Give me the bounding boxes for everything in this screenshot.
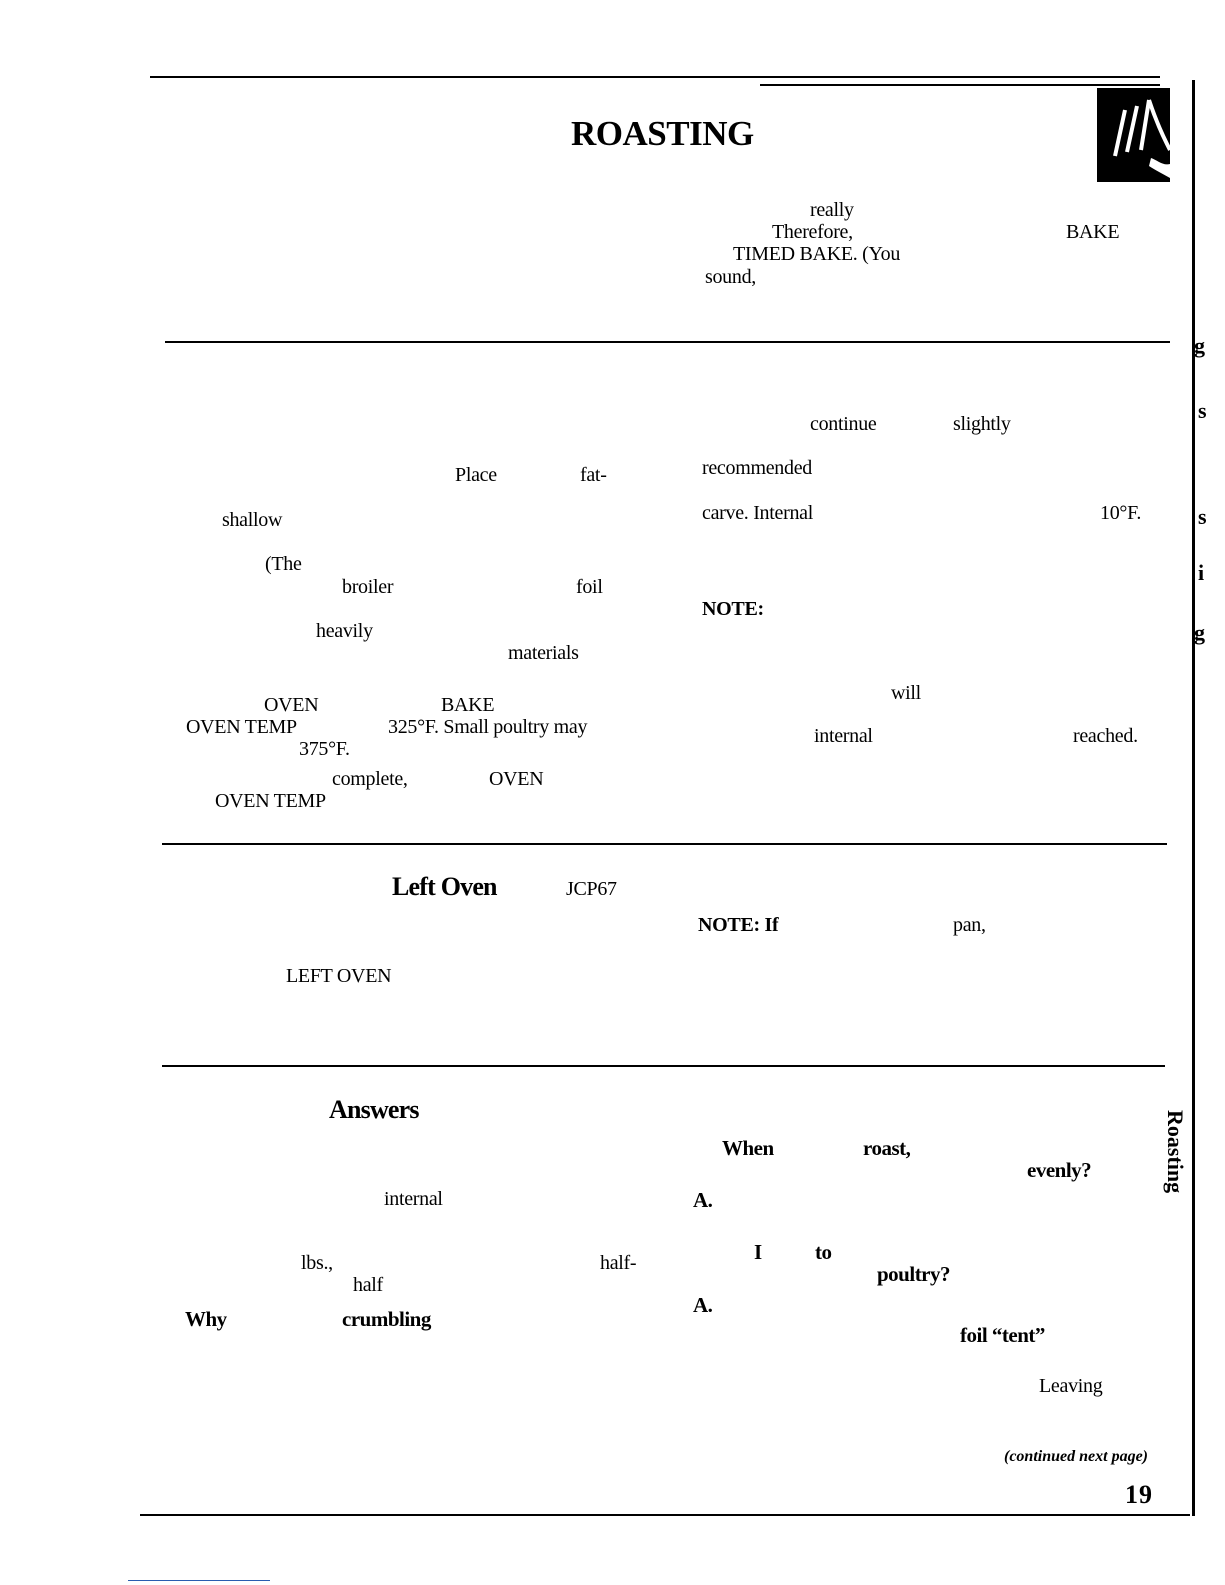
edge-mark-2: s — [1198, 398, 1207, 423]
s1-word-oven-temp-2: OVEN TEMP — [215, 790, 326, 812]
s1-word-oven-2: OVEN — [489, 768, 544, 790]
s1-word-will: will — [891, 682, 921, 704]
s1-word-recommended: recommended — [702, 457, 812, 479]
s3-q-poultry: poultry? — [877, 1262, 951, 1286]
s3-word-internal: internal — [384, 1188, 443, 1210]
s1-word-oven-temp: OVEN TEMP — [186, 716, 297, 738]
continued-next-page: (continued next page) — [1004, 1448, 1148, 1465]
s2-note-if: NOTE: If — [698, 914, 779, 936]
s1-word-reached: reached. — [1073, 725, 1138, 747]
s3-q-to: to — [815, 1240, 832, 1264]
s3-q-why: Why — [185, 1307, 227, 1331]
page-number: 19 — [1125, 1480, 1153, 1509]
s1-word-materials: materials — [508, 642, 579, 664]
s1-word-325: 325°F. Small poultry may — [388, 716, 588, 738]
s1-word-375: 375°F. — [299, 738, 350, 760]
s3-word-half: half — [353, 1274, 383, 1296]
section-divider-2 — [162, 843, 1167, 845]
s2-word-left-oven: LEFT OVEN — [286, 965, 392, 987]
s1-word-10f: 10°F. — [1100, 502, 1142, 524]
s1-word-continue: continue — [810, 413, 877, 435]
page-spine-line — [1192, 80, 1195, 1516]
s3-q-i: I — [754, 1240, 762, 1264]
edge-mark-3: s — [1198, 504, 1207, 529]
s1-word-complete: complete, — [332, 768, 408, 790]
s3-q-evenly: evenly? — [1027, 1158, 1092, 1182]
s3-answer-a1: A. — [693, 1188, 713, 1212]
top-rule — [150, 76, 1160, 78]
s3-word-lbs: lbs., — [301, 1252, 333, 1274]
s1-word-foil: foil — [576, 576, 603, 598]
top-rule-right — [760, 84, 1160, 86]
bottom-rule — [140, 1514, 1190, 1516]
intro-word-timed-bake: TIMED BAKE. (You — [733, 243, 901, 265]
bottom-blue-mark — [128, 1580, 270, 1581]
s2-heading-left-oven: Left Oven — [392, 872, 497, 901]
s3-q-crumbling: crumbling — [342, 1307, 431, 1331]
intro-word-bake: BAKE — [1066, 221, 1120, 243]
edge-mark-1: g — [1194, 333, 1205, 358]
intro-word-sound: sound, — [705, 266, 756, 288]
s1-word-oven: OVEN — [264, 694, 319, 716]
s1-word-bake: BAKE — [441, 694, 495, 716]
s2-word-pan: pan, — [953, 914, 986, 936]
s3-word-leaving: Leaving — [1039, 1375, 1103, 1397]
s1-word-heavily: heavily — [316, 620, 373, 642]
s1-word-shallow: shallow — [222, 509, 283, 531]
edge-mark-5: g — [1194, 620, 1205, 645]
s3-q-roast: roast, — [863, 1136, 911, 1160]
s3-answer-a2: A. — [693, 1293, 713, 1317]
s1-word-broiler: broiler — [342, 576, 394, 598]
s3-word-half-dash: half- — [600, 1252, 637, 1274]
s1-word-place: Place — [455, 464, 497, 486]
section-divider-3 — [162, 1065, 1165, 1067]
s1-word-the: (The — [265, 553, 302, 575]
section-divider-1 — [165, 341, 1170, 343]
edge-mark-4: i — [1198, 560, 1205, 585]
hand-drawing-icon — [1097, 88, 1170, 182]
s1-word-fat: fat- — [580, 464, 607, 486]
s1-word-carve-internal: carve. Internal — [702, 502, 813, 524]
page-title: ROASTING — [571, 114, 754, 153]
s3-q-when: When — [722, 1136, 774, 1160]
intro-word-really: really — [810, 199, 854, 221]
s1-word-slightly: slightly — [953, 413, 1011, 435]
edge-mark-roasting: Roasting — [1163, 1110, 1188, 1194]
intro-word-therefore: Therefore, — [772, 221, 853, 243]
s1-note-label: NOTE: — [702, 598, 764, 620]
s3-heading-answers: Answers — [329, 1095, 419, 1124]
s3-word-foil-tent: foil “tent” — [960, 1323, 1045, 1347]
s1-word-internal: internal — [814, 725, 873, 747]
s2-model: JCP67 — [566, 878, 617, 900]
